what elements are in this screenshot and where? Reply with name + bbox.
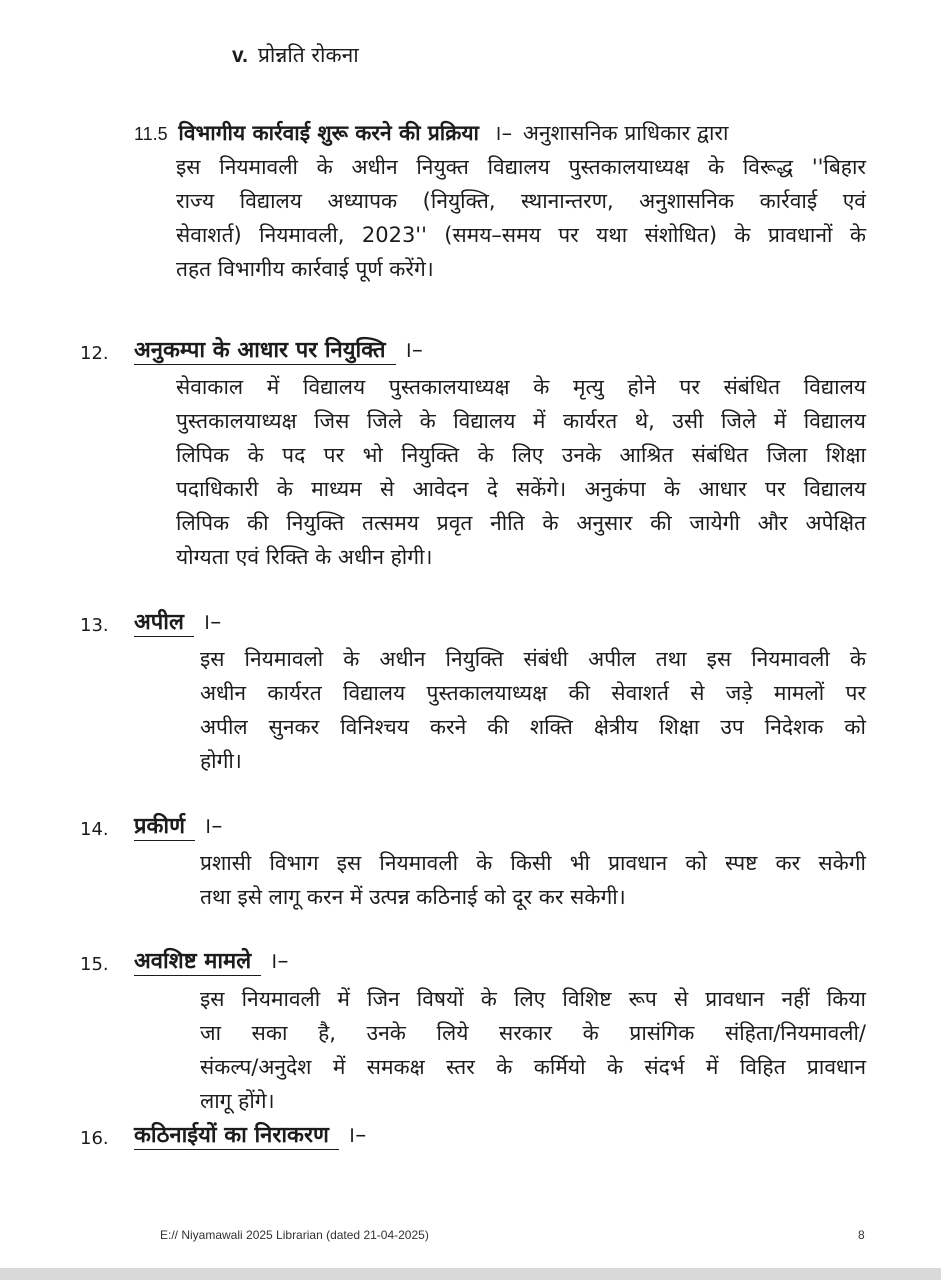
item-v-text: प्रोन्नति रोकना [257, 43, 359, 67]
section-13-heading [134, 606, 221, 640]
section-12-heading [134, 334, 423, 368]
section-12-line-6: योग्यता एवं रिक्ति के अधीन होगी। [176, 545, 433, 569]
section-13-number: 13. [80, 615, 109, 636]
section-14-heading [134, 810, 222, 844]
section-15-line-1: इस नियमावली में जिन विषयों के लिए विशिष्ट रूप से प्रावधान नहीं किया [200, 987, 866, 1011]
section-12-number: 12. [80, 343, 109, 364]
section-13-title: अपील [134, 610, 194, 637]
footer-page-number: 8 [858, 1228, 865, 1242]
section-15-line-4: लागू होंगे। [200, 1089, 275, 1113]
section-14-number: 14. [80, 819, 109, 840]
section-14-line-1: प्रशासी विभाग इस नियमावली के किसी भी प्रावधान को स्पष्ट कर सकेगी [200, 851, 866, 875]
section-11-5-line-2: इस नियमावली के अधीन नियुक्त विद्यालय पुस्तकालयाध्यक्ष के विरूद्ध ''बिहार [176, 155, 866, 179]
section-11-5-dash: ।– [493, 121, 513, 145]
section-12-line-1: सेवाकाल में विद्यालय पुस्तकालयाध्यक्ष के मृत्यु होने पर संबंधित विद्यालय [176, 375, 866, 399]
footer-file-path: E:// Niyamawali 2025 Librarian (dated 21-04-2025) [160, 1228, 429, 1242]
section-12-title: अनुकम्पा के आधार पर नियुक्ति [134, 338, 396, 365]
section-12-line-5: लिपिक की नियुक्ति तत्समय प्रवृत नीति के अनुसार की जायेगी और अपेक्षित [176, 511, 866, 535]
section-16-title: कठिनाईयों का निराकरण [134, 1123, 339, 1150]
page-bottom-edge [0, 1268, 941, 1280]
section-11-5-number: 11.5 [134, 124, 168, 144]
section-13-line-3: अपील सुनकर विनिश्चय करने की शक्ति क्षेत्रीय शिक्षा उप निदेशक को [200, 715, 866, 739]
section-12-line-4: पदाधिकारी के माध्यम से आवेदन दे सकेंगे। अनुकंपा के आधार पर विद्यालय [176, 477, 866, 501]
section-11-5-heading [134, 116, 728, 151]
section-16-number: 16. [80, 1128, 109, 1149]
section-15-line-2: जा सका है, उनके लिये सरकार के प्रासंगिक संहिता/नियमावली/ [200, 1021, 866, 1045]
section-15-heading [134, 945, 288, 979]
section-14-line-2: तथा इसे लागू करन में उत्पन्न कठिनाई को दूर कर सकेगी। [200, 885, 626, 909]
section-11-5-title: विभागीय कार्रवाई शुरू करने की प्रक्रिया [178, 121, 479, 145]
section-16-dash: ।– [346, 1123, 367, 1148]
section-12-line-2: पुस्तकालयाध्यक्ष जिस जिले के विद्यालय में कार्यरत थे, उसी जिले में विद्यालय [176, 409, 866, 433]
section-11-5-line-5: तहत विभागीय कार्रवाई पूर्ण करेंगे। [176, 257, 434, 281]
item-v-label: v. [232, 44, 248, 67]
section-11-5-line-4: सेवाशर्त) नियमावली, 2023'' (समय–समय पर यथा संशोधित) के प्रावधानों के [176, 223, 866, 247]
section-15-line-3: संकल्प/अनुदेश में समकक्ष स्तर के कर्मियो के संदर्भ में विहित प्रावधान [200, 1055, 866, 1079]
section-11-5-line-3: राज्य विद्यालय अध्यापक (नियुक्ति, स्थानान्तरण, अनुशासनिक कार्रवाई एवं [176, 189, 866, 213]
item-v [232, 38, 359, 73]
section-13-line-4: होगी। [200, 749, 242, 773]
section-15-dash: ।– [269, 949, 289, 974]
section-13-dash: ।– [201, 610, 222, 635]
section-13-line-1: इस नियमावलो के अधीन नियुक्ति संबंधी अपील तथा इस नियमावली के [200, 647, 866, 671]
section-14-title: प्रकीर्ण [134, 814, 195, 841]
section-12-line-3: लिपिक के पद पर भो नियुक्ति के लिए उनके आश्रित संबंधित जिला शिक्षा [176, 443, 866, 467]
section-15-title: अवशिष्ट मामले [134, 949, 261, 976]
section-11-5-line-1: अनुशासनिक प्राधिकार द्वारा [522, 121, 729, 145]
section-12-dash: ।– [403, 338, 423, 363]
section-13-line-2: अधीन कार्यरत विद्यालय पुस्तकालयाध्यक्ष की सेवाशर्त से जड़े मामलों पर [200, 681, 866, 705]
section-16-heading [134, 1119, 366, 1153]
section-14-dash: ।– [203, 814, 223, 839]
section-15-number: 15. [80, 954, 109, 975]
